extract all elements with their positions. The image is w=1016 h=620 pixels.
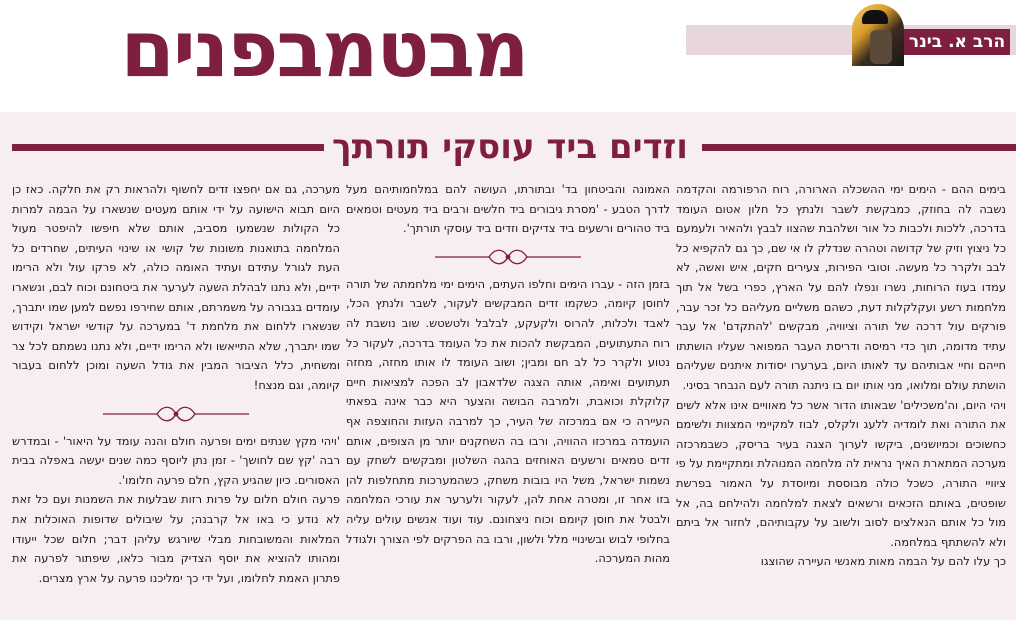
article-column-3: [12, 180, 340, 620]
paragraph: מערכה, גם אם יחפצו זדים לחשוף ולהראות רק את חלקה. כאז כן היום תבוא הישועה על ידי אותם מעטים שנשארו על הבמה למרות כל הקולות שנשמעו מסביב, אותם שלא חיפשו להיפטר מעול המלחמה בתואנות משונות של קושי או שינוי העיתים, שחרדים כל העת לגורל עתידם ועתיד האומה כולה, לא פרקו עול ולא הרימו ידיים, ולא נתנו לבהלת השעה לערער את ביטחונם וכוח לבם, ונשארו עומדים בגבורה על משמרתם, אותם שחירפו נפשם למען שמו יתברך, שנשארו ללחום את מלחמת ד' במערכה על קודשי ישראל וקידוש שמו יתברך, שלא התייאשו ולא הרימו ידיים, ולא נתנו נשמתם לכל צר ומשחית, כלל הציבור המבין את גודל השעה ומוכן ללחום בעבור קיומה, וגם מנצח!: [12, 182, 340, 392]
column-brand-title: מבטמבפנים: [120, 5, 528, 95]
title-rule-right: [702, 144, 1016, 151]
article-column-2: [346, 180, 670, 620]
header: [0, 0, 1016, 112]
ornament-divider: [12, 402, 340, 426]
paragraph: פרעה חולם חלום על פרות רזות שבלעות את השמנות ועם כל זאת לא נודע כי באו אל קרבנה; על שיבולים שדופות האוכלות את המלאות והמשובחות מבלי שיורגש עליהן דבר; חלום שכל ייעודו ומהותו להוציא את יוסף הצדיק מבור כלאו, שיפתור לפרעה את פתרון האמת לחלומו, ועל ידי כך ימליכנו פרעה על ארץ מצרים.: [12, 492, 340, 585]
paragraph: בימים ההם - הימים ימי ההשכלה הארורה, רוח הרפורמה והקדמה נשבה לה בחוזק, כמבקשת לשבר ולנתץ כל חלון אטום העומד בדרכה, ללכות ולכבות כל אור ושלהבת שהצוו לבבץ ולהאיר ולעמעם כל ניצוץ וזיק של קדושה וטהרה שנדלק לו אי שם, כך גם להקפיא כל לבב ולקרר כל מעשה. וטובי הפירות, צעירים חקים, איש ואשה, לא עמדו בעוז הרוחות, נשרו ונפלו להם על הארץ, כפרי בשל אל תוך מלחמות רשע ועקלקלות דעת, כשהם משליים מעליהם כל זכר עבר, פורקים עול דרכה של תורה וציוויה, מבקשים 'להתקדם' אל עבר עתיד מדומה, תוך כדי רמיסה ודריסת העבר המפואר שעליו הושתתו חייהם וחיי אבותיהם עד לאותו היום, בערערו יסודות איתנים שעליהם הושתת עולם ומלואו, מני אותו יום בו ניתנה תורה לעם הנבחר בסיני.: [676, 182, 1006, 392]
article-column-1: [676, 180, 1006, 620]
hat-shape: [862, 10, 888, 24]
title-row: [0, 124, 1016, 170]
author-photo: [852, 4, 904, 66]
title-rule-left: [12, 144, 324, 151]
beard-shape: [870, 30, 892, 64]
paragraph: כך עלו להם על הבמה מאות מאנשי העיירה שהוצגו: [760, 554, 1006, 569]
article-title: וזדים ביד עוסקי תורתך: [332, 127, 688, 167]
author-box: [650, 8, 1016, 66]
author-name: הרב א. בינר: [904, 29, 1010, 55]
paragraph: בזמן הזה - עברו הימים וחלפו העתים, הימים ימי מלחמתה של תורה לחוסן קיומה, כשקמו זדים המבקשים לעקור, לשבר ולנתץ הכל, לאבד ולכלות, להרוס ולקעקע, לבלבל ולטשטש. שוב נושבת לה רוח התעתועים, המבקשת להכות את כל העומד בדרכה, לעקור כל נטוע ולקרר כל לב חם ומבין; ושוב העומד לו אותו מחזה, מחזה תעתועים ואימה, אותה הצגה שלדאבון לב הפכה למציאות חיים קלוקלת וכואבת, ולמרבה הבושה והצער היא כבר אינה בפאתי העיירה כי אם במרכזה של העיר, כך למרבה העזות והחוצפה אף הועמדה במרכזו ההוויה, ורבו בה השחקנים יותר מן הצופים, אותם זדים טמאים ורשעים האוחזים בהגה השלטון ומבקשים לשחק עם נשמות ישראל, משל היו בובות משחק, כשהמערכות מתחלפות להן בזו אחר זו, ומטרה אחת להן, לעקור ולערער את עורכי המלחמה ולבטל את חוסן קיומם וכוח ניצחונם. עוד ועוד אנשים עולים עליה בחלופי לבוש ובשינויי מלל ולשון, ורבו בה הפרקים לפי הצורך ולגודל מהות המערכה.: [346, 276, 670, 566]
paragraph: 'ויהי מקץ שנתים ימים ופרעה חולם והנה עומד על היאור' - ובמדרש רבה 'קץ שם לחושך' - זמן נתן ליוסף כמה שנים יעשה באפלה בבית האסורים. כיון שהגיע הקץ, חלם פרעה חלומו'.: [12, 433, 340, 487]
ornament-divider: [346, 245, 670, 269]
paragraph: ויהי היום, וה'משכילים' שבאותו הדור אשר כל מאוויים אינו אלא לשים את התורה ואת לומדיה ללעג ולקלס, לבוז למקיימי המצוות ולשימם כחשוכים וכמיושנים, ביקשו לערוך הצגה בעיר בריסק, כשבמרכזה מערכה המתארת האיך נראית לה מלחמה המנוהלת ומתקיימת על פי ציוויי התורה, כשכל כולה מבוססת ומיוסדת על האמור בפרשת שופטים, באותם הזכאים ורשאים לצאת למלחמה ולהילחם בה, אל מול כל אותם הנאלצים לסוב ולשוב על עקבותיהם, לחזור אל ביתם ולא להשתתף במלחמה.: [676, 397, 1006, 549]
paragraph: האמונה והביטחון בד' ובתורתו, העושה להם במלחמותיהם מעל לדרך הטבע - 'מסרת גיבורים ביד חלשים ורבים ביד מעטים וטמאים ביד טהורים ורשעים ביד צדיקים וזדים ביד עוסקי תורתך'.: [346, 182, 670, 236]
